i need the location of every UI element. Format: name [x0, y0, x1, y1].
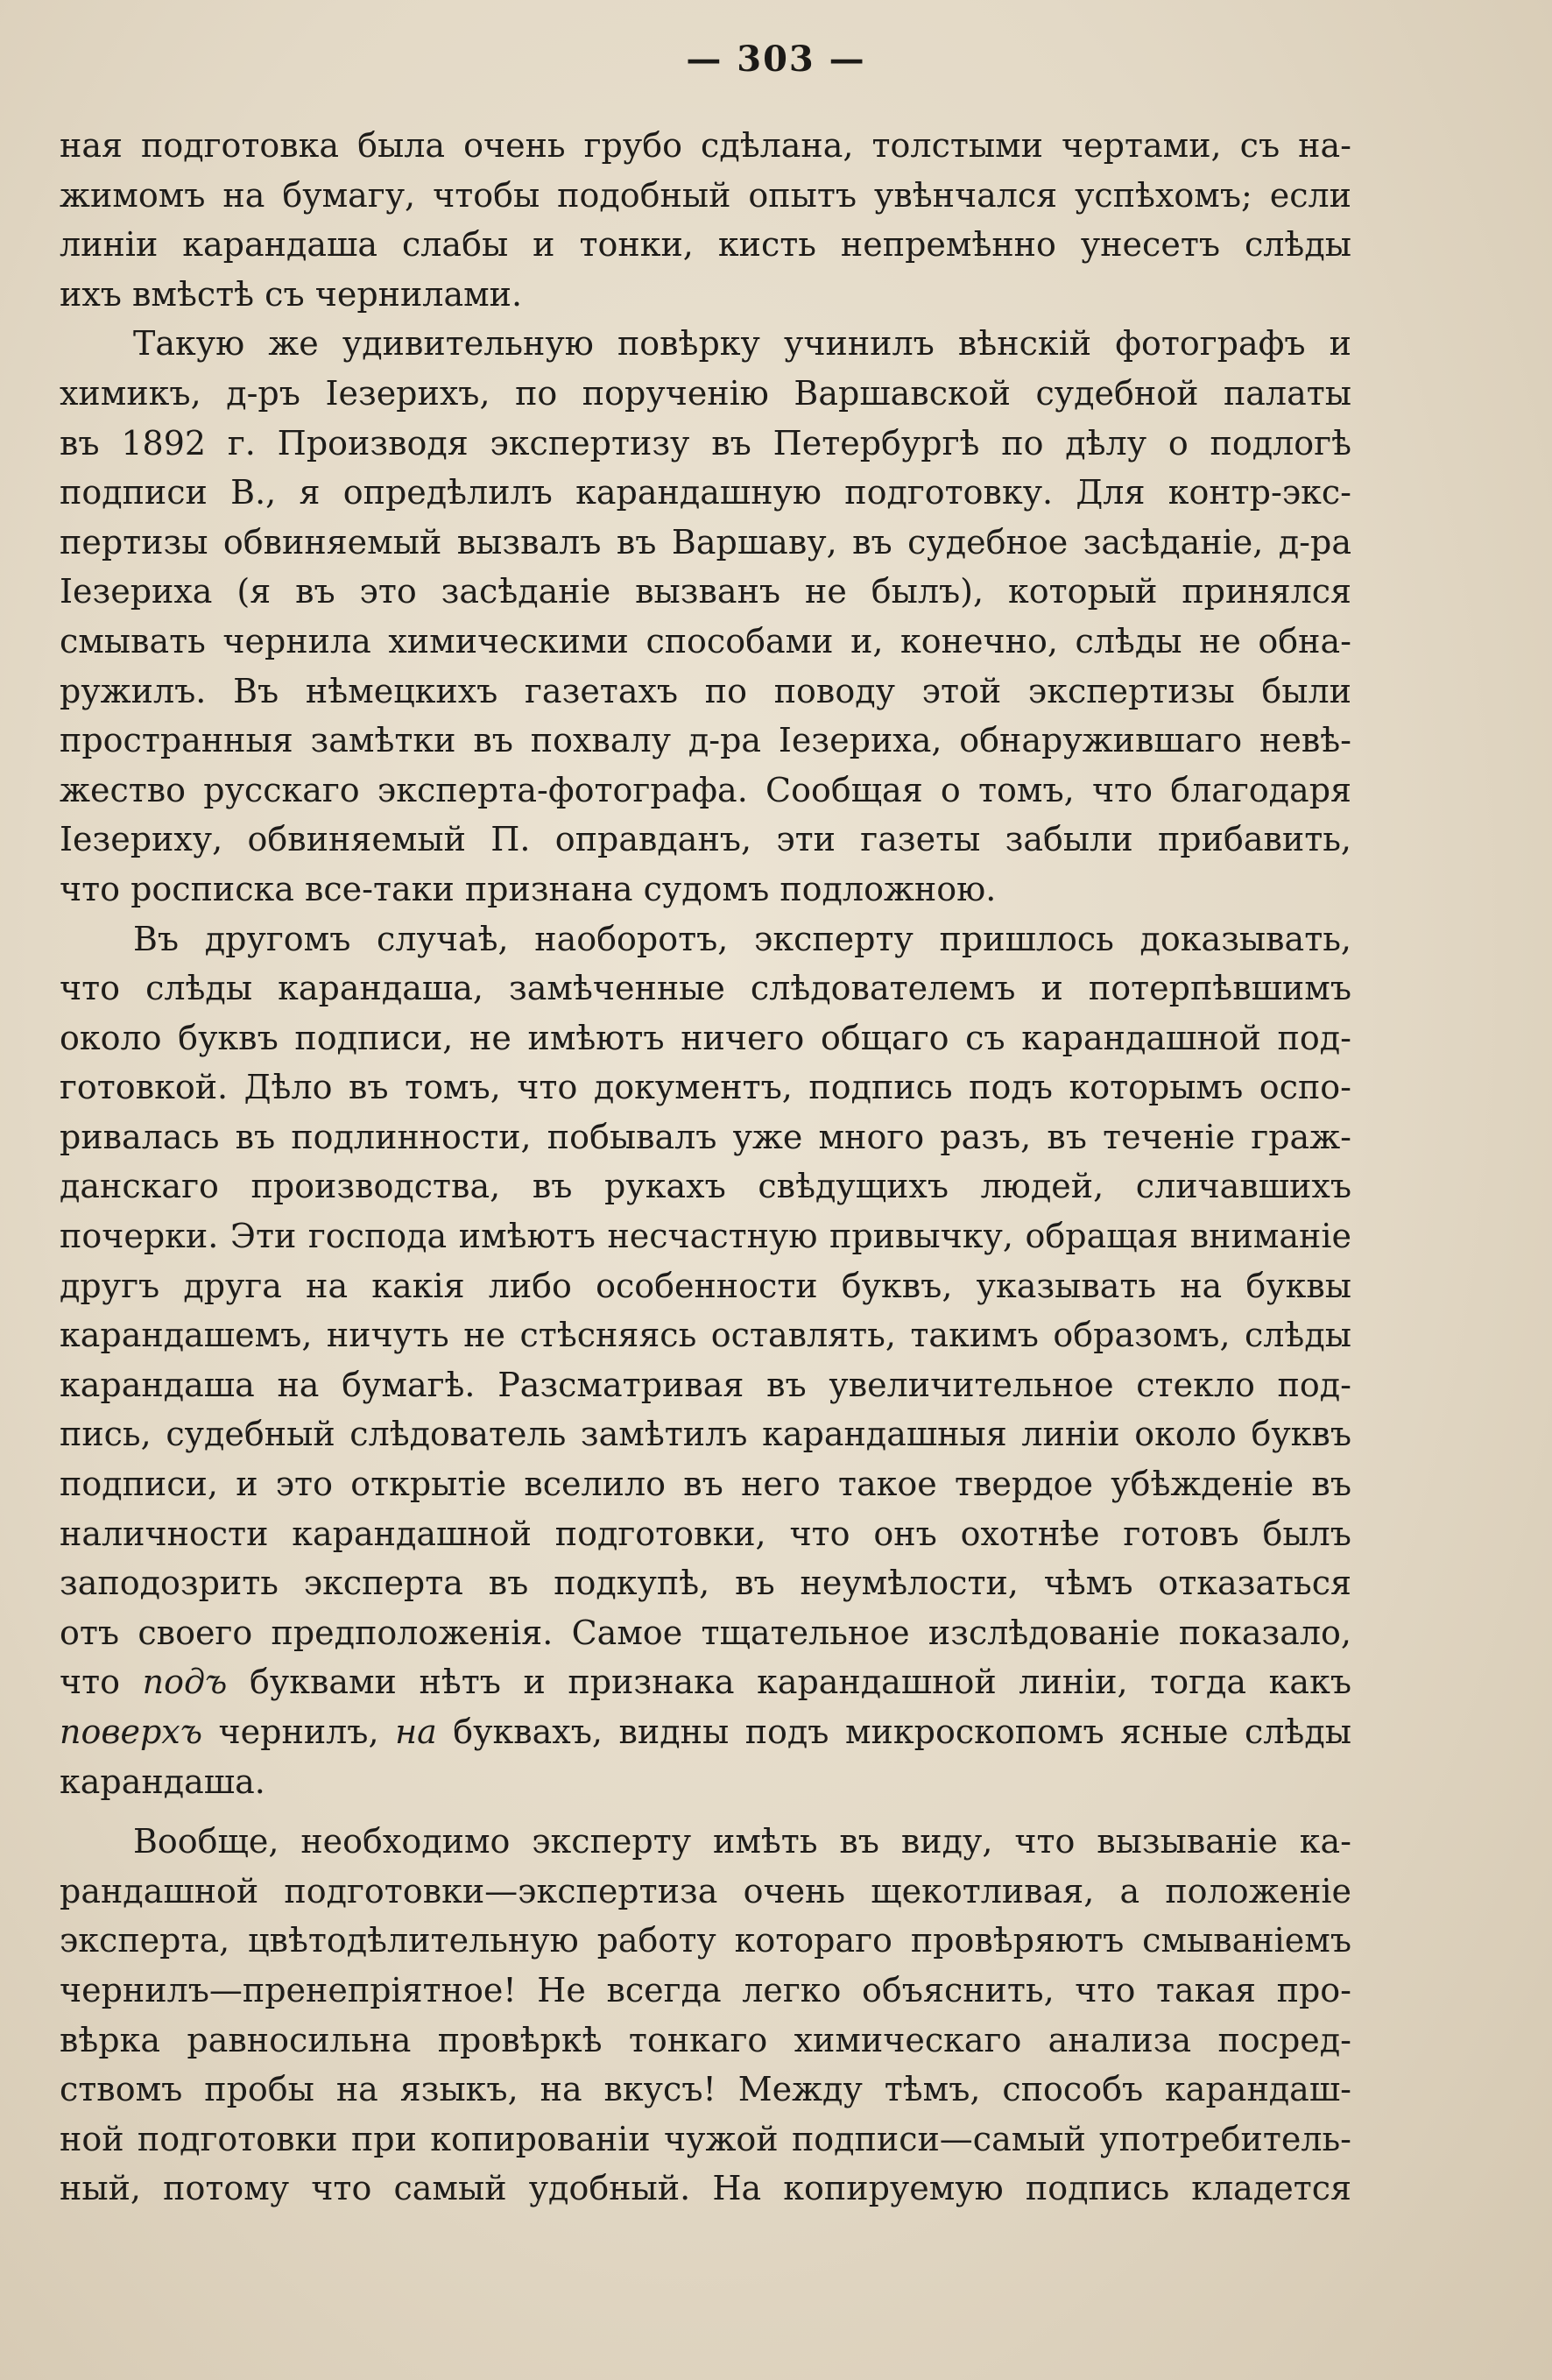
text-line-italic — [60, 1707, 1351, 1757]
text-run: буквами нѣтъ и признака карандашной линіи, тогда какъ — [227, 1663, 1351, 1702]
text-line: въ 1892 г. Производя экспертизу въ Петербургѣ по дѣлу о подлогѣ — [60, 423, 1351, 463]
text-line: пространныя замѣтки въ похвалу д-ра Іезериха, обнаружившаго невѣ- — [60, 721, 1351, 760]
text-line: жимомъ на бумагу, чтобы подобный опытъ увѣнчался успѣхомъ; если — [60, 175, 1351, 215]
text-line: наличности карандашной подготовки, что онъ охотнѣе готовъ былъ — [60, 1514, 1351, 1553]
text-line: рандашной подготовки—экспертиза очень щекотливая, а положеніе — [60, 1871, 1351, 1910]
text-line: данскаго производства, въ рукахъ свѣдущихъ людей, сличавшихъ — [60, 1167, 1351, 1206]
text-line: смывать чернила химическими способами и, конечно, слѣды не обна- — [60, 621, 1351, 660]
text-line: Въ другомъ случаѣ, наоборотъ, эксперту пришлось доказывать, — [133, 919, 1351, 958]
text-line: около буквъ подписи, не имѣютъ ничего общаго съ карандашной под- — [60, 1018, 1351, 1057]
text-line: линіи карандаша слабы и тонки, кисть непремѣнно унесетъ слѣды — [60, 225, 1351, 265]
text-run: буквахъ, видны подъ микроскопомъ ясные слѣды — [436, 1713, 1351, 1751]
paragraph — [60, 121, 1351, 319]
text-line: жество русскаго эксперта-фотографа. Сообщая о томъ, что благодаря — [60, 770, 1351, 809]
text-line: пись, судебный слѣдователь замѣтилъ карандашныя линіи около буквъ — [60, 1415, 1351, 1454]
text-line: ный, потому что самый удобный. На копируемую подпись кладется — [60, 2169, 1351, 2208]
text-line: что росписка все-таки признана судомъ подложною. — [60, 869, 997, 908]
body-text — [60, 121, 1351, 2214]
paragraph-gap — [60, 1806, 1351, 1817]
text-line: вѣрка равносильна провѣркѣ тонкаго химическаго анализа посред- — [60, 2020, 1351, 2059]
text-line: Іезериху, обвиняемый П. оправданъ, эти газеты забыли прибавить, — [60, 820, 1351, 859]
text-line-italic — [60, 1657, 1351, 1707]
page-number: — 303 — — [686, 39, 866, 80]
text-line: ствомъ пробы на языкъ, на вкусъ! Между тѣмъ, способъ карандаш- — [60, 2070, 1351, 2109]
text-line: ихъ вмѣстѣ съ чернилами. — [60, 274, 523, 314]
italic-run: на — [395, 1713, 437, 1751]
text-line: ривалась въ подлинности, побывалъ уже много разъ, въ теченіе граж- — [60, 1117, 1351, 1156]
text-line: ружилъ. Въ нѣмецкихъ газетахъ по поводу этой экспертизы были — [60, 671, 1351, 710]
text-line: подписи В., я опредѣлилъ карандашную подготовку. Для контр-экс- — [60, 473, 1351, 512]
text-line: что слѣды карандаша, замѣченные слѣдователемъ и потерпѣвшимъ — [60, 969, 1351, 1008]
italic-run: подъ — [142, 1663, 228, 1702]
text-line: Іезериха (я въ это засѣданіе вызванъ не былъ), который принялся — [60, 572, 1351, 611]
text-run: что — [60, 1663, 143, 1702]
text-line: Такую же удивительную повѣрку учинилъ вѣнскій фотографъ и — [133, 324, 1351, 364]
text-line: пертизы обвиняемый вызвалъ въ Варшаву, въ судебное засѣданіе, д-ра — [60, 522, 1351, 561]
text-line: ной подготовки при копированіи чужой подписи—самый употребитель- — [60, 2119, 1351, 2158]
text-line: почерки. Эти господа имѣютъ несчастную привычку, обращая вниманіе — [60, 1217, 1351, 1256]
text-line: другъ друга на какія либо особенности буквъ, указывать на буквы — [60, 1266, 1351, 1305]
paragraph — [60, 319, 1351, 914]
text-line: карандашемъ, ничуть не стѣсняясь оставлять, такимъ образомъ, слѣды — [60, 1316, 1351, 1355]
text-line: эксперта, цвѣтодѣлительную работу котораго провѣряютъ смываніемъ — [60, 1921, 1351, 1960]
text-line: отъ своего предположенія. Самое тщательное изслѣдованіе показало, — [60, 1613, 1351, 1652]
paragraph — [60, 1817, 1351, 2214]
text-line: карандаша. — [60, 1762, 265, 1801]
text-run: чернилъ, — [202, 1713, 396, 1751]
text-line: химикъ, д-ръ Іезерихъ, по порученію Варшавской судебной палаты — [60, 373, 1351, 413]
italic-run: поверхъ — [60, 1713, 203, 1751]
text-line: чернилъ—пренепріятное! Не всегда легко объяснить, что такая про- — [60, 1970, 1351, 2009]
paragraph — [60, 915, 1351, 1807]
text-line: заподозрить эксперта въ подкупѣ, въ неумѣлости, чѣмъ отказаться — [60, 1564, 1351, 1603]
text-line: ная подготовка была очень грубо сдѣлана, толстыми чертами, съ на- — [60, 126, 1351, 165]
text-line: подписи, и это открытіе вселило въ него такое твердое убѣжденіе въ — [60, 1465, 1351, 1504]
text-line: карандаша на бумагѣ. Разсматривая въ увеличительное стекло под- — [60, 1365, 1351, 1404]
text-line: Вообще, необходимо эксперту имѣть въ виду, что вызываніе ка- — [133, 1822, 1351, 1861]
text-line: готовкой. Дѣло въ томъ, что документъ, подпись подъ которымъ оспо- — [60, 1068, 1351, 1107]
